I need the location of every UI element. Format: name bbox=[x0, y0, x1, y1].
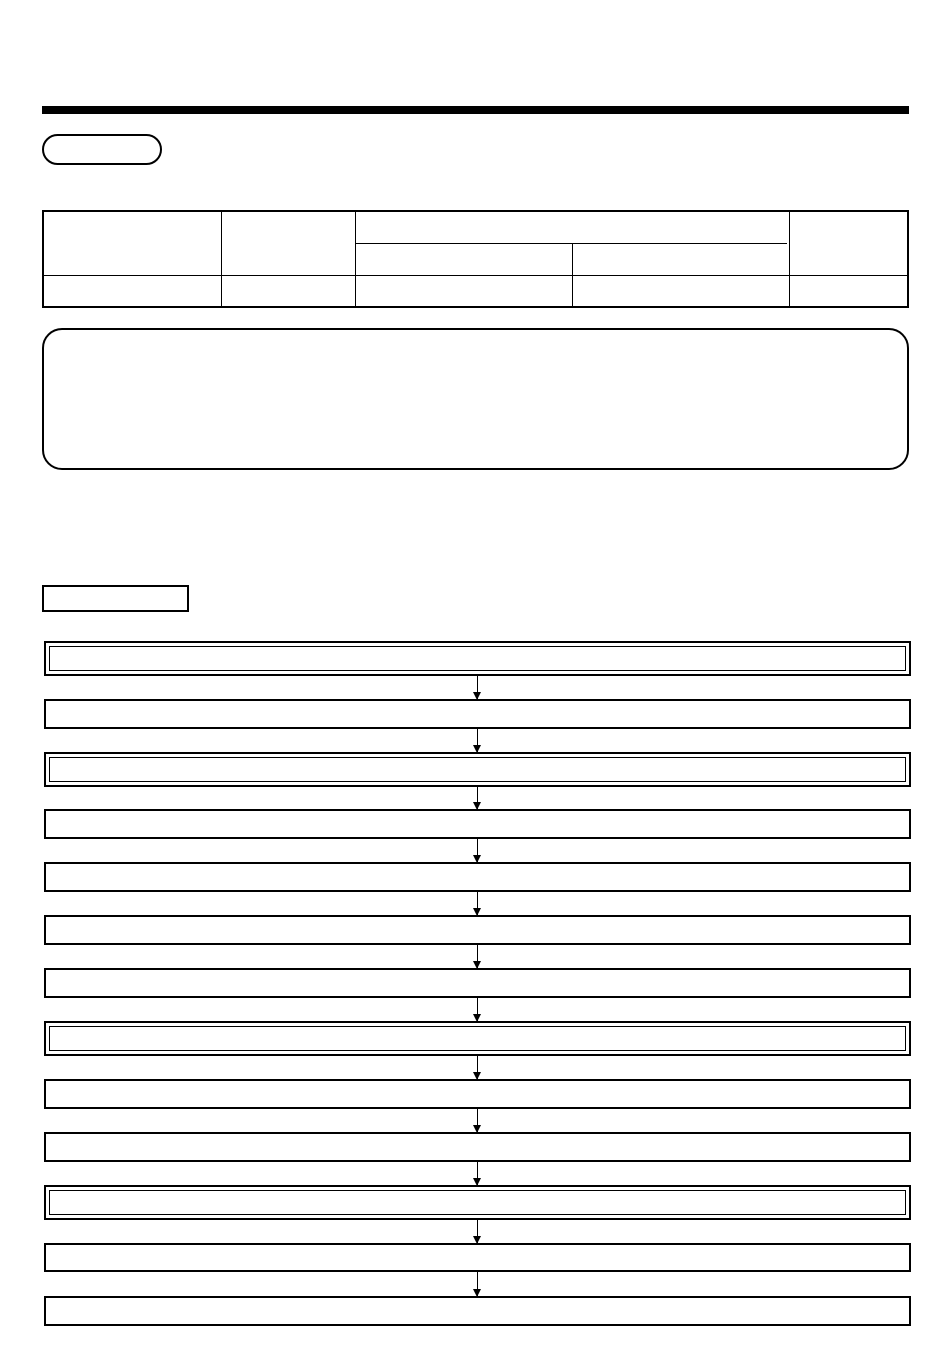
flow-step bbox=[44, 862, 911, 892]
down-arrow-icon bbox=[477, 1272, 478, 1296]
table-header-cell bbox=[44, 212, 221, 275]
flow-step bbox=[44, 1243, 911, 1272]
down-arrow-icon bbox=[477, 676, 478, 699]
flow-title bbox=[42, 585, 189, 612]
down-arrow-icon bbox=[477, 1056, 478, 1079]
table-cell bbox=[573, 276, 789, 306]
spec-table bbox=[42, 210, 909, 308]
flow-step bbox=[44, 1021, 911, 1056]
down-arrow-icon bbox=[477, 787, 478, 809]
down-arrow-icon bbox=[477, 729, 478, 752]
table-cell bbox=[44, 276, 221, 306]
down-arrow-icon bbox=[477, 945, 478, 968]
down-arrow-icon bbox=[477, 892, 478, 915]
down-arrow-icon bbox=[477, 1220, 478, 1243]
section-badge bbox=[42, 134, 162, 165]
down-arrow-icon bbox=[477, 998, 478, 1021]
top-rule bbox=[42, 106, 909, 114]
notice-box bbox=[42, 328, 909, 470]
down-arrow-icon bbox=[477, 839, 478, 862]
flow-step bbox=[44, 1132, 911, 1162]
table-header-cell bbox=[573, 244, 789, 275]
table-header-cell bbox=[790, 212, 907, 275]
flow-step bbox=[44, 1296, 911, 1326]
flow-step bbox=[44, 699, 911, 729]
flow-step bbox=[44, 915, 911, 945]
flow-step bbox=[44, 641, 911, 676]
table-header-cell bbox=[356, 212, 789, 243]
down-arrow-icon bbox=[477, 1109, 478, 1132]
down-arrow-icon bbox=[477, 1162, 478, 1185]
table-cell bbox=[790, 276, 907, 306]
flow-step bbox=[44, 809, 911, 839]
flow-step bbox=[44, 1185, 911, 1220]
table-cell bbox=[222, 276, 355, 306]
flow-step bbox=[44, 752, 911, 787]
flow-step bbox=[44, 968, 911, 998]
table-cell bbox=[356, 276, 572, 306]
table-header-cell bbox=[222, 212, 355, 275]
flow-step bbox=[44, 1079, 911, 1109]
table-header-cell bbox=[356, 244, 572, 275]
